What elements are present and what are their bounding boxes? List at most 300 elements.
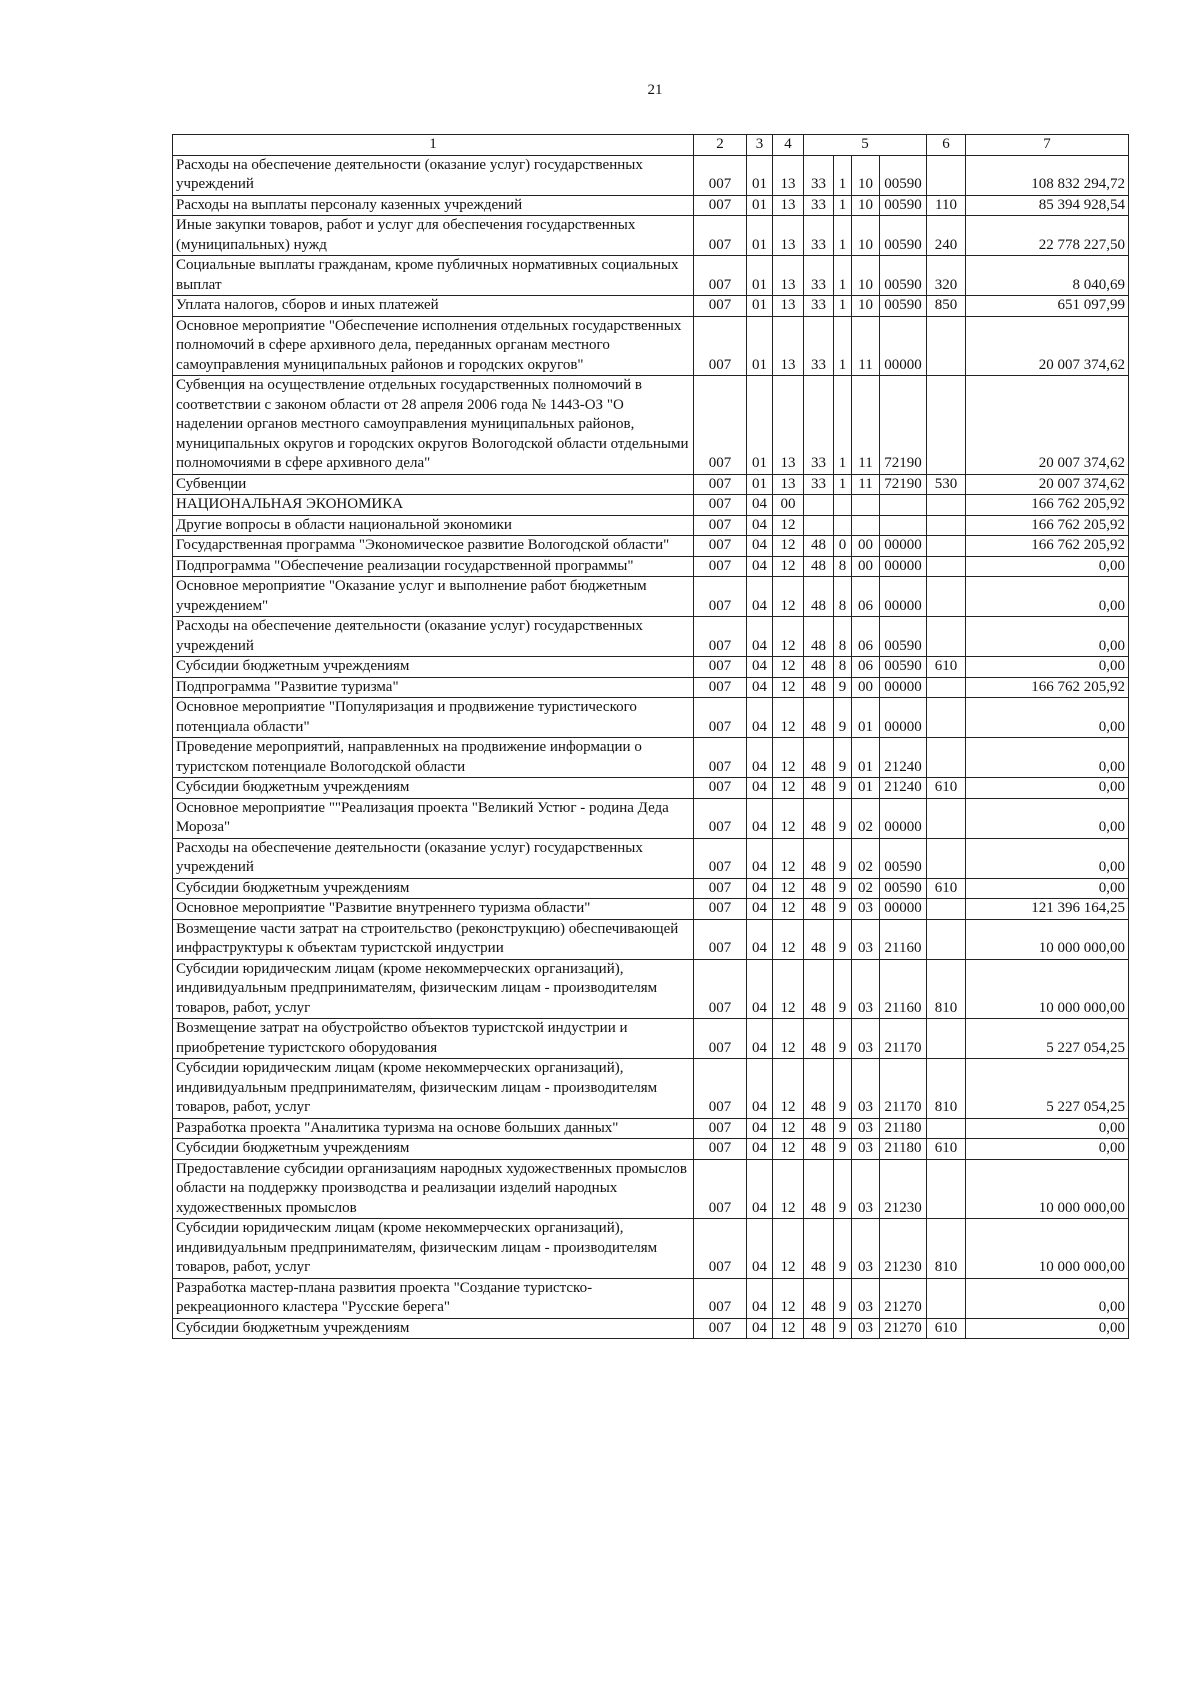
row-code-2-cell: 007	[694, 617, 747, 657]
row-code-3-cell: 04	[747, 1059, 773, 1119]
row-code-6-cell	[927, 536, 966, 557]
row-code-3-cell: 04	[747, 556, 773, 577]
row-name-cell: Основное мероприятие "Популяризация и продвижение туристического потенциала области"	[173, 698, 694, 738]
row-code-2-cell: 007	[694, 1059, 747, 1119]
row-code-6-cell	[927, 919, 966, 959]
header-col-2: 2	[694, 135, 747, 156]
row-code-2-cell: 007	[694, 698, 747, 738]
row-code-5-activity-cell: 10	[852, 155, 880, 195]
row-code-5-activity-cell: 11	[852, 474, 880, 495]
row-code-3-cell: 04	[747, 515, 773, 536]
row-code-5-activity-cell: 10	[852, 216, 880, 256]
row-name-cell: Основное мероприятие ""Реализация проекта "Великий Устюг - родина Деда Мороза"	[173, 798, 694, 838]
row-amount-cell: 166 762 205,92	[966, 515, 1129, 536]
row-code-5-program-cell: 33	[804, 256, 834, 296]
row-amount-cell: 166 762 205,92	[966, 536, 1129, 557]
row-name-cell: Субсидии бюджетным учреждениям	[173, 878, 694, 899]
row-code-4-cell: 12	[773, 1139, 804, 1160]
row-code-6-cell: 810	[927, 1059, 966, 1119]
row-code-3-cell: 04	[747, 778, 773, 799]
row-code-5-activity-cell: 03	[852, 1019, 880, 1059]
row-code-6-cell	[927, 698, 966, 738]
row-code-2-cell: 007	[694, 1318, 747, 1339]
row-code-5-program-cell: 48	[804, 1278, 834, 1318]
row-code-4-cell: 12	[773, 798, 804, 838]
row-name-cell: Субсидии бюджетным учреждениям	[173, 657, 694, 678]
row-amount-cell: 0,00	[966, 738, 1129, 778]
row-code-5-subprogram-cell: 9	[834, 698, 852, 738]
row-code-4-cell: 12	[773, 838, 804, 878]
row-code-5-direction-cell: 00000	[880, 698, 927, 738]
row-code-2-cell: 007	[694, 1139, 747, 1160]
row-code-3-cell: 04	[747, 1019, 773, 1059]
row-code-5-activity-cell: 03	[852, 1118, 880, 1139]
row-amount-cell: 0,00	[966, 657, 1129, 678]
row-code-2-cell: 007	[694, 515, 747, 536]
row-code-5-subprogram-cell	[834, 515, 852, 536]
row-code-5-subprogram-cell: 9	[834, 1318, 852, 1339]
row-code-2-cell: 007	[694, 919, 747, 959]
row-name-cell: Субвенция на осуществление отдельных государственных полномочий в соответствии с законом области от 28 апреля 2006 года № 1443-ОЗ "О наделении органов местного самоуправления муниципальных районов, муниципальных округов и городских округов Вологодской области отдельными полномочиями в сфере архивного дела"	[173, 376, 694, 475]
row-amount-cell: 0,00	[966, 1318, 1129, 1339]
row-code-5-program-cell: 48	[804, 657, 834, 678]
row-code-5-program-cell: 48	[804, 778, 834, 799]
row-code-5-subprogram-cell	[834, 495, 852, 516]
header-col-7: 7	[966, 135, 1129, 156]
row-code-3-cell: 01	[747, 474, 773, 495]
table-row	[173, 657, 1129, 678]
row-name-cell: Основное мероприятие "Оказание услуг и выполнение работ бюджетным учреждением"	[173, 577, 694, 617]
row-code-5-program-cell: 48	[804, 577, 834, 617]
row-code-5-program-cell: 48	[804, 899, 834, 920]
row-code-3-cell: 01	[747, 296, 773, 317]
row-code-2-cell: 007	[694, 1159, 747, 1219]
row-name-cell: Проведение мероприятий, направленных на продвижение информации о туристском потенциале Вологодской области	[173, 738, 694, 778]
table-row	[173, 1159, 1129, 1219]
row-code-5-direction-cell: 00000	[880, 316, 927, 376]
row-code-5-subprogram-cell: 1	[834, 376, 852, 475]
row-code-3-cell: 04	[747, 495, 773, 516]
row-code-6-cell: 320	[927, 256, 966, 296]
row-code-4-cell: 12	[773, 698, 804, 738]
row-name-cell: Расходы на обеспечение деятельности (оказание услуг) государственных учреждений	[173, 617, 694, 657]
row-code-5-program-cell	[804, 495, 834, 516]
row-code-5-subprogram-cell: 0	[834, 536, 852, 557]
row-code-5-direction-cell: 00590	[880, 296, 927, 317]
row-code-5-subprogram-cell: 9	[834, 798, 852, 838]
row-code-3-cell: 04	[747, 738, 773, 778]
row-code-5-direction-cell: 00590	[880, 878, 927, 899]
table-row	[173, 698, 1129, 738]
row-code-5-subprogram-cell: 9	[834, 1159, 852, 1219]
table-row	[173, 1139, 1129, 1160]
table-row	[173, 1019, 1129, 1059]
row-code-3-cell: 04	[747, 657, 773, 678]
row-code-2-cell: 007	[694, 959, 747, 1019]
row-code-4-cell: 12	[773, 1219, 804, 1279]
row-code-4-cell: 12	[773, 1019, 804, 1059]
row-amount-cell: 8 040,69	[966, 256, 1129, 296]
row-code-4-cell: 13	[773, 474, 804, 495]
header-col-4: 4	[773, 135, 804, 156]
row-amount-cell: 0,00	[966, 878, 1129, 899]
row-code-5-activity-cell: 02	[852, 878, 880, 899]
row-amount-cell: 10 000 000,00	[966, 919, 1129, 959]
table-row	[173, 495, 1129, 516]
row-code-5-activity-cell: 03	[852, 1059, 880, 1119]
row-amount-cell: 0,00	[966, 838, 1129, 878]
row-code-3-cell: 04	[747, 919, 773, 959]
row-name-cell: Субсидии бюджетным учреждениям	[173, 1139, 694, 1160]
row-code-5-program-cell: 48	[804, 1159, 834, 1219]
row-code-3-cell: 01	[747, 376, 773, 475]
row-code-2-cell: 007	[694, 899, 747, 920]
row-code-5-subprogram-cell: 9	[834, 838, 852, 878]
row-code-5-program-cell: 33	[804, 155, 834, 195]
row-amount-cell: 651 097,99	[966, 296, 1129, 317]
row-code-5-program-cell: 48	[804, 1059, 834, 1119]
row-code-4-cell: 12	[773, 577, 804, 617]
row-code-6-cell: 810	[927, 1219, 966, 1279]
table-row	[173, 316, 1129, 376]
row-amount-cell: 0,00	[966, 1139, 1129, 1160]
row-code-4-cell: 12	[773, 919, 804, 959]
row-code-2-cell: 007	[694, 1219, 747, 1279]
row-code-3-cell: 04	[747, 959, 773, 1019]
row-code-3-cell: 04	[747, 798, 773, 838]
row-name-cell: НАЦИОНАЛЬНАЯ ЭКОНОМИКА	[173, 495, 694, 516]
row-code-5-direction-cell: 21240	[880, 738, 927, 778]
row-code-4-cell: 12	[773, 536, 804, 557]
row-code-5-program-cell: 48	[804, 698, 834, 738]
row-code-5-direction-cell: 21180	[880, 1118, 927, 1139]
row-code-2-cell: 007	[694, 556, 747, 577]
row-code-3-cell: 04	[747, 698, 773, 738]
table-row	[173, 1118, 1129, 1139]
row-code-5-direction-cell: 21230	[880, 1159, 927, 1219]
table-row	[173, 1219, 1129, 1279]
row-code-4-cell: 12	[773, 738, 804, 778]
row-code-5-activity-cell: 11	[852, 316, 880, 376]
row-code-5-subprogram-cell: 1	[834, 216, 852, 256]
row-code-5-subprogram-cell: 1	[834, 195, 852, 216]
row-code-5-subprogram-cell: 9	[834, 677, 852, 698]
row-amount-cell: 20 007 374,62	[966, 474, 1129, 495]
row-code-5-direction-cell: 21240	[880, 778, 927, 799]
table-row	[173, 195, 1129, 216]
row-code-5-program-cell: 48	[804, 959, 834, 1019]
row-code-5-subprogram-cell: 8	[834, 657, 852, 678]
row-amount-cell: 0,00	[966, 1278, 1129, 1318]
row-code-5-direction-cell: 00000	[880, 536, 927, 557]
row-code-4-cell: 12	[773, 1118, 804, 1139]
row-name-cell: Основное мероприятие "Обеспечение исполнения отдельных государственных полномочий в сфере архивного дела, переданных органам местного самоуправления муниципальных районов и городских округов"	[173, 316, 694, 376]
row-name-cell: Другие вопросы в области национальной экономики	[173, 515, 694, 536]
row-code-6-cell	[927, 738, 966, 778]
row-code-5-activity-cell: 02	[852, 798, 880, 838]
row-code-2-cell: 007	[694, 838, 747, 878]
row-code-5-activity-cell: 03	[852, 919, 880, 959]
row-name-cell: Субсидии юридическим лицам (кроме некоммерческих организаций), индивидуальным предпринимателям, физическим лицам - производителям товаров, работ, услуг	[173, 959, 694, 1019]
row-code-6-cell	[927, 1019, 966, 1059]
row-name-cell: Субсидии бюджетным учреждениям	[173, 1318, 694, 1339]
row-code-5-activity-cell: 01	[852, 698, 880, 738]
row-amount-cell: 0,00	[966, 1118, 1129, 1139]
row-amount-cell: 10 000 000,00	[966, 1159, 1129, 1219]
row-code-6-cell	[927, 556, 966, 577]
row-code-3-cell: 04	[747, 1278, 773, 1318]
row-name-cell: Субвенции	[173, 474, 694, 495]
row-code-6-cell	[927, 899, 966, 920]
row-code-5-program-cell: 48	[804, 677, 834, 698]
row-code-4-cell: 12	[773, 1278, 804, 1318]
row-code-5-program-cell: 48	[804, 919, 834, 959]
row-code-3-cell: 01	[747, 155, 773, 195]
header-col-1: 1	[173, 135, 694, 156]
row-code-2-cell: 007	[694, 1118, 747, 1139]
row-name-cell: Предоставление субсидии организациям народных художественных промыслов области на поддержку производства и реализации изделий народных художественных промыслов	[173, 1159, 694, 1219]
row-code-2-cell: 007	[694, 495, 747, 516]
row-code-5-activity-cell: 03	[852, 1278, 880, 1318]
row-code-3-cell: 04	[747, 677, 773, 698]
row-code-5-program-cell	[804, 515, 834, 536]
row-name-cell: Субсидии юридическим лицам (кроме некоммерческих организаций), индивидуальным предпринимателям, физическим лицам - производителям товаров, работ, услуг	[173, 1219, 694, 1279]
row-code-2-cell: 007	[694, 657, 747, 678]
table-row	[173, 1278, 1129, 1318]
row-code-5-direction-cell: 00000	[880, 677, 927, 698]
table-row	[173, 778, 1129, 799]
row-code-5-direction-cell: 00000	[880, 798, 927, 838]
row-code-5-activity-cell: 03	[852, 1139, 880, 1160]
row-code-5-program-cell: 48	[804, 1118, 834, 1139]
row-name-cell: Субсидии бюджетным учреждениям	[173, 778, 694, 799]
row-name-cell: Возмещение затрат на обустройство объектов туристской индустрии и приобретение туристского оборудования	[173, 1019, 694, 1059]
table-row	[173, 577, 1129, 617]
row-code-5-activity-cell: 06	[852, 577, 880, 617]
row-code-5-activity-cell: 02	[852, 838, 880, 878]
row-code-5-subprogram-cell: 1	[834, 256, 852, 296]
row-code-3-cell: 04	[747, 1318, 773, 1339]
row-code-4-cell: 12	[773, 617, 804, 657]
row-code-2-cell: 007	[694, 474, 747, 495]
row-amount-cell: 0,00	[966, 698, 1129, 738]
row-code-5-activity-cell: 00	[852, 556, 880, 577]
header-col-6: 6	[927, 135, 966, 156]
row-code-4-cell: 12	[773, 778, 804, 799]
table-row	[173, 738, 1129, 778]
row-code-2-cell: 007	[694, 376, 747, 475]
row-code-5-subprogram-cell: 8	[834, 577, 852, 617]
table-row	[173, 919, 1129, 959]
row-code-5-activity-cell: 10	[852, 256, 880, 296]
row-code-5-direction-cell: 72190	[880, 376, 927, 475]
row-code-5-direction-cell: 00590	[880, 838, 927, 878]
row-code-5-direction-cell: 21180	[880, 1139, 927, 1160]
row-code-6-cell: 240	[927, 216, 966, 256]
row-code-4-cell: 13	[773, 376, 804, 475]
row-code-5-activity-cell: 00	[852, 677, 880, 698]
row-name-cell: Государственная программа "Экономическое развитие Вологодской области"	[173, 536, 694, 557]
row-code-4-cell: 12	[773, 677, 804, 698]
page-number: 21	[647, 82, 663, 98]
row-code-4-cell: 00	[773, 495, 804, 516]
row-code-6-cell	[927, 677, 966, 698]
row-amount-cell: 20 007 374,62	[966, 316, 1129, 376]
row-code-2-cell: 007	[694, 536, 747, 557]
row-code-5-subprogram-cell: 9	[834, 1219, 852, 1279]
row-code-3-cell: 04	[747, 577, 773, 617]
row-amount-cell: 0,00	[966, 577, 1129, 617]
row-code-5-program-cell: 33	[804, 195, 834, 216]
row-amount-cell: 10 000 000,00	[966, 959, 1129, 1019]
table-row	[173, 474, 1129, 495]
row-code-5-program-cell: 48	[804, 738, 834, 778]
row-code-6-cell: 610	[927, 1139, 966, 1160]
row-code-5-direction-cell: 72190	[880, 474, 927, 495]
row-code-2-cell: 007	[694, 1019, 747, 1059]
row-code-5-activity-cell: 03	[852, 1159, 880, 1219]
row-code-5-direction-cell: 00000	[880, 577, 927, 617]
table-row	[173, 677, 1129, 698]
row-code-2-cell: 007	[694, 778, 747, 799]
row-code-6-cell: 610	[927, 1318, 966, 1339]
row-amount-cell: 166 762 205,92	[966, 495, 1129, 516]
row-code-5-activity-cell: 06	[852, 657, 880, 678]
row-code-5-program-cell: 33	[804, 376, 834, 475]
row-code-3-cell: 04	[747, 899, 773, 920]
row-code-3-cell: 04	[747, 838, 773, 878]
row-code-4-cell: 12	[773, 1059, 804, 1119]
row-code-5-direction-cell: 00000	[880, 899, 927, 920]
row-code-2-cell: 007	[694, 256, 747, 296]
row-name-cell: Расходы на обеспечение деятельности (оказание услуг) государственных учреждений	[173, 838, 694, 878]
row-code-5-activity-cell	[852, 495, 880, 516]
row-code-2-cell: 007	[694, 577, 747, 617]
row-code-5-subprogram-cell: 9	[834, 1139, 852, 1160]
row-code-4-cell: 12	[773, 899, 804, 920]
table-row	[173, 1059, 1129, 1119]
row-code-5-program-cell: 48	[804, 838, 834, 878]
row-code-6-cell	[927, 1278, 966, 1318]
row-name-cell: Подпрограмма "Развитие туризма"	[173, 677, 694, 698]
row-code-6-cell	[927, 798, 966, 838]
row-code-3-cell: 01	[747, 216, 773, 256]
row-amount-cell: 166 762 205,92	[966, 677, 1129, 698]
row-code-4-cell: 12	[773, 1318, 804, 1339]
row-code-6-cell	[927, 155, 966, 195]
table-row	[173, 296, 1129, 317]
row-code-4-cell: 13	[773, 216, 804, 256]
row-code-3-cell: 04	[747, 1159, 773, 1219]
row-code-6-cell: 610	[927, 878, 966, 899]
row-code-4-cell: 12	[773, 959, 804, 1019]
row-name-cell: Уплата налогов, сборов и иных платежей	[173, 296, 694, 317]
row-code-5-direction-cell: 21160	[880, 919, 927, 959]
row-name-cell: Субсидии юридическим лицам (кроме некоммерческих организаций), индивидуальным предпринимателям, физическим лицам - производителям товаров, работ, услуг	[173, 1059, 694, 1119]
row-name-cell: Социальные выплаты гражданам, кроме публичных нормативных социальных выплат	[173, 256, 694, 296]
table-row	[173, 878, 1129, 899]
row-code-2-cell: 007	[694, 216, 747, 256]
row-code-4-cell: 12	[773, 515, 804, 536]
table-row	[173, 899, 1129, 920]
row-code-5-subprogram-cell: 1	[834, 155, 852, 195]
row-code-5-program-cell: 33	[804, 316, 834, 376]
row-code-6-cell	[927, 577, 966, 617]
row-code-5-activity-cell: 10	[852, 296, 880, 317]
row-code-6-cell	[927, 617, 966, 657]
header-col-5: 5	[804, 135, 927, 156]
row-code-6-cell	[927, 1159, 966, 1219]
row-amount-cell: 10 000 000,00	[966, 1219, 1129, 1279]
row-code-5-subprogram-cell: 1	[834, 474, 852, 495]
row-amount-cell: 0,00	[966, 617, 1129, 657]
row-code-5-program-cell: 48	[804, 1019, 834, 1059]
row-code-5-program-cell: 48	[804, 536, 834, 557]
row-code-5-subprogram-cell: 9	[834, 1059, 852, 1119]
row-code-2-cell: 007	[694, 155, 747, 195]
row-code-5-subprogram-cell: 8	[834, 556, 852, 577]
table-row	[173, 155, 1129, 195]
table-row	[173, 798, 1129, 838]
row-amount-cell: 0,00	[966, 778, 1129, 799]
table-row	[173, 515, 1129, 536]
row-code-4-cell: 13	[773, 316, 804, 376]
row-code-5-activity-cell: 03	[852, 1219, 880, 1279]
row-name-cell: Подпрограмма "Обеспечение реализации государственной программы"	[173, 556, 694, 577]
row-code-5-direction-cell: 00000	[880, 556, 927, 577]
row-code-5-activity-cell: 01	[852, 738, 880, 778]
row-code-4-cell: 12	[773, 657, 804, 678]
row-code-6-cell	[927, 316, 966, 376]
row-amount-cell: 108 832 294,72	[966, 155, 1129, 195]
row-code-5-subprogram-cell: 9	[834, 1278, 852, 1318]
row-code-6-cell: 610	[927, 778, 966, 799]
row-code-6-cell	[927, 838, 966, 878]
row-code-6-cell	[927, 495, 966, 516]
row-code-3-cell: 01	[747, 256, 773, 296]
row-code-5-activity-cell: 03	[852, 1318, 880, 1339]
row-code-5-direction-cell: 21170	[880, 1019, 927, 1059]
table-row	[173, 376, 1129, 475]
table-row	[173, 838, 1129, 878]
row-code-4-cell: 13	[773, 296, 804, 317]
row-code-5-activity-cell: 01	[852, 778, 880, 799]
row-code-5-direction-cell: 21170	[880, 1059, 927, 1119]
row-code-6-cell	[927, 376, 966, 475]
row-code-6-cell: 110	[927, 195, 966, 216]
row-code-4-cell: 13	[773, 256, 804, 296]
row-code-5-subprogram-cell: 9	[834, 1019, 852, 1059]
row-amount-cell: 20 007 374,62	[966, 376, 1129, 475]
row-amount-cell: 0,00	[966, 798, 1129, 838]
table-row	[173, 959, 1129, 1019]
row-code-5-direction-cell: 21230	[880, 1219, 927, 1279]
row-code-3-cell: 04	[747, 878, 773, 899]
row-code-5-program-cell: 48	[804, 556, 834, 577]
row-code-5-direction-cell: 21160	[880, 959, 927, 1019]
row-name-cell: Расходы на выплаты персоналу казенных учреждений	[173, 195, 694, 216]
row-code-5-program-cell: 33	[804, 216, 834, 256]
row-code-2-cell: 007	[694, 738, 747, 778]
row-code-4-cell: 13	[773, 195, 804, 216]
row-code-2-cell: 007	[694, 798, 747, 838]
row-code-5-subprogram-cell: 9	[834, 738, 852, 778]
row-code-5-direction-cell: 00590	[880, 657, 927, 678]
row-code-5-subprogram-cell: 8	[834, 617, 852, 657]
row-code-2-cell: 007	[694, 677, 747, 698]
row-amount-cell: 121 396 164,25	[966, 899, 1129, 920]
table-header-row	[173, 135, 1129, 156]
